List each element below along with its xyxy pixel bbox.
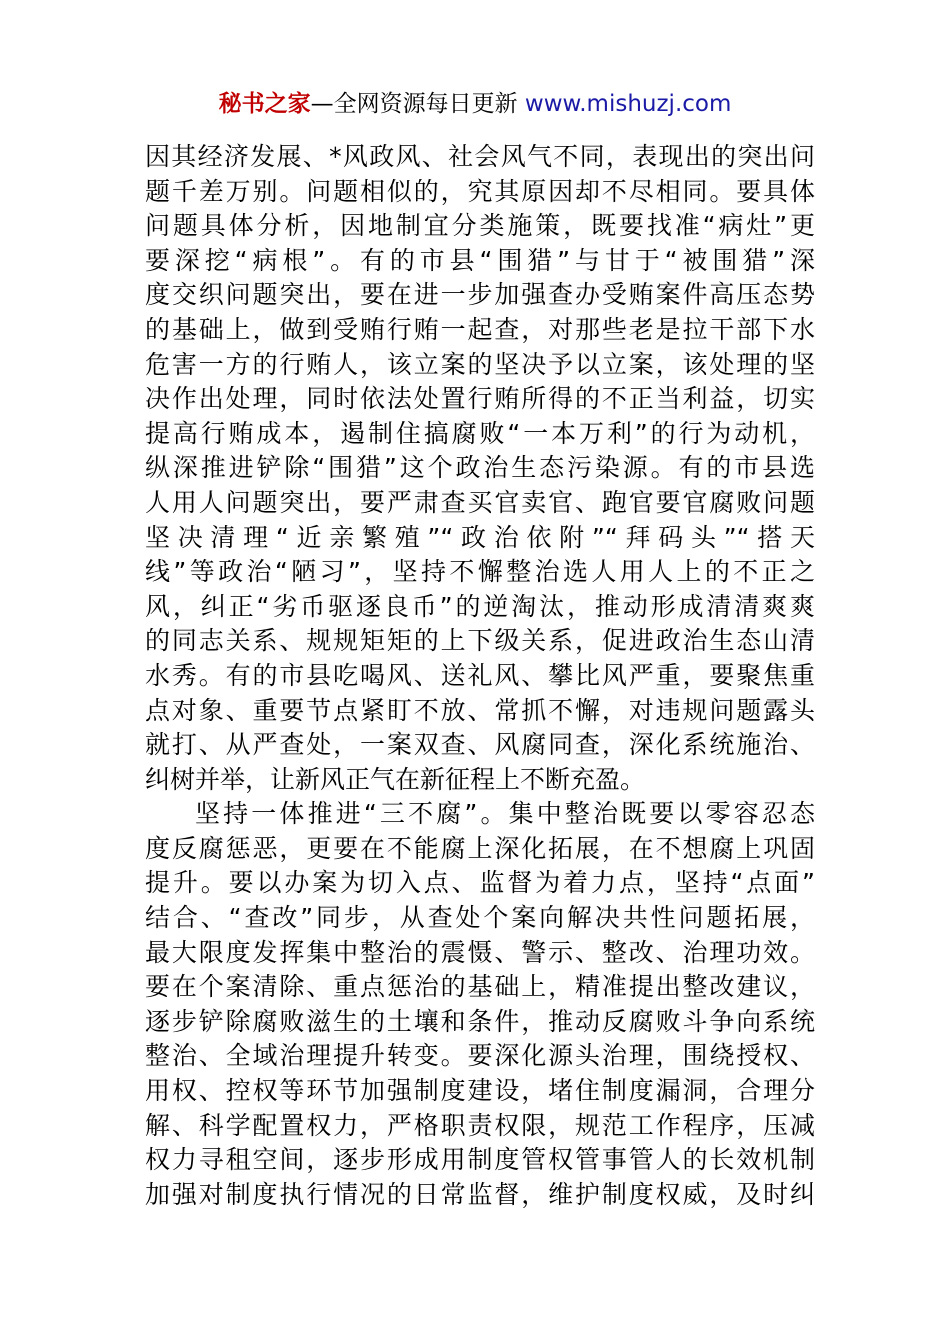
text-line: 决作出处理，同时依法处置行贿所得的不正当利益，切实 xyxy=(145,384,815,414)
text-line: 提高行贿成本，遏制住搞腐败“一本万利”的行为动机， xyxy=(145,418,815,448)
text-line: 题千差万别。问题相似的，究其原因却不尽相同。要具体 xyxy=(145,176,815,206)
text-line: 要深挖“病根”。有的市县“围猎”与甘于“被围猎”深 xyxy=(145,245,815,275)
text-line: 加强对制度执行情况的日常监督，维护制度权威，及时纠 xyxy=(145,1179,815,1209)
text-line: 权力寻租空间，逐步形成用制度管权管事管人的长效机制 xyxy=(145,1145,815,1175)
text-line: 度交织问题突出，要在进一步加强查办受贿案件高压态势 xyxy=(145,280,815,310)
text-line: 要在个案清除、重点惩治的基础上，精准提出整改建议， xyxy=(145,972,815,1002)
paragraph-start-line: 坚持一体推进“三不腐”。集中整治既要以零容忍态 xyxy=(195,799,815,829)
site-brand: 秘书之家 xyxy=(218,91,311,117)
text-line: 人用人问题突出，要严肃查买官卖官、跑官要官腐败问题 xyxy=(145,487,815,517)
text-line: 最大限度发挥集中整治的震慑、警示、整改、治理功效。 xyxy=(145,937,815,967)
page-header xyxy=(0,88,950,120)
text-line: 水秀。有的市县吃喝风、送礼风、攀比风严重，要聚焦重 xyxy=(145,660,815,690)
text-line: 就打、从严查处，一案双查、风腐同查，深化系统施治、 xyxy=(145,730,815,760)
text-line: 因其经济发展、*风政风、社会风气不同，表现出的突出问 xyxy=(145,142,815,171)
text-line: 坚决清理“近亲繁殖”“政治依附”“拜码头”“搭天 xyxy=(145,522,815,552)
text-line: 的同志关系、规规矩矩的上下级关系，促进政治生态山清 xyxy=(145,626,815,656)
text-line: 逐步铲除腐败滋生的土壤和条件，推动反腐败斗争向系统 xyxy=(145,1006,815,1036)
text-line: 线”等政治“陋习”，坚持不懈整治选人用人上的不正之 xyxy=(145,557,815,587)
text-line: 提升。要以办案为切入点、监督为着力点，坚持“点面” xyxy=(145,868,815,898)
text-line: 问题具体分析，因地制宜分类施策，既要找准“病灶”更 xyxy=(145,211,815,241)
text-line: 结合、“查改”同步，从查处个案向解决共性问题拓展， xyxy=(145,903,815,933)
text-line: 危害一方的行贿人，该立案的坚决予以立案，该处理的坚 xyxy=(145,349,815,379)
site-tagline: —全网资源每日更新 xyxy=(310,91,525,117)
text-line: 度反腐惩恶，更要在不能腐上深化拓展，在不想腐上巩固 xyxy=(145,833,815,863)
document-body xyxy=(145,140,815,1212)
text-line: 的基础上，做到受贿行贿一起查，对那些老是拉干部下水 xyxy=(145,314,815,344)
paragraph-end-line: 纠树并举，让新风正气在新征程上不断充盈。 xyxy=(145,764,646,794)
text-line: 整治、全域治理提升转变。要深化源头治理，围绕授权、 xyxy=(145,1041,815,1071)
site-url-link[interactable]: www.mishuzj.com xyxy=(524,91,732,117)
text-line: 解、科学配置权力，严格职责权限，规范工作程序，压减 xyxy=(145,1110,815,1140)
text-line: 风，纠正“劣币驱逐良币”的逆淘汰，推动形成清清爽爽 xyxy=(145,591,815,621)
text-line: 点对象、重要节点紧盯不放、常抓不懈，对违规问题露头 xyxy=(145,695,815,725)
text-line: 纵深推进铲除“围猎”这个政治生态污染源。有的市县选 xyxy=(145,453,815,483)
text-line: 用权、控权等环节加强制度建设，堵住制度漏洞，合理分 xyxy=(145,1076,815,1106)
